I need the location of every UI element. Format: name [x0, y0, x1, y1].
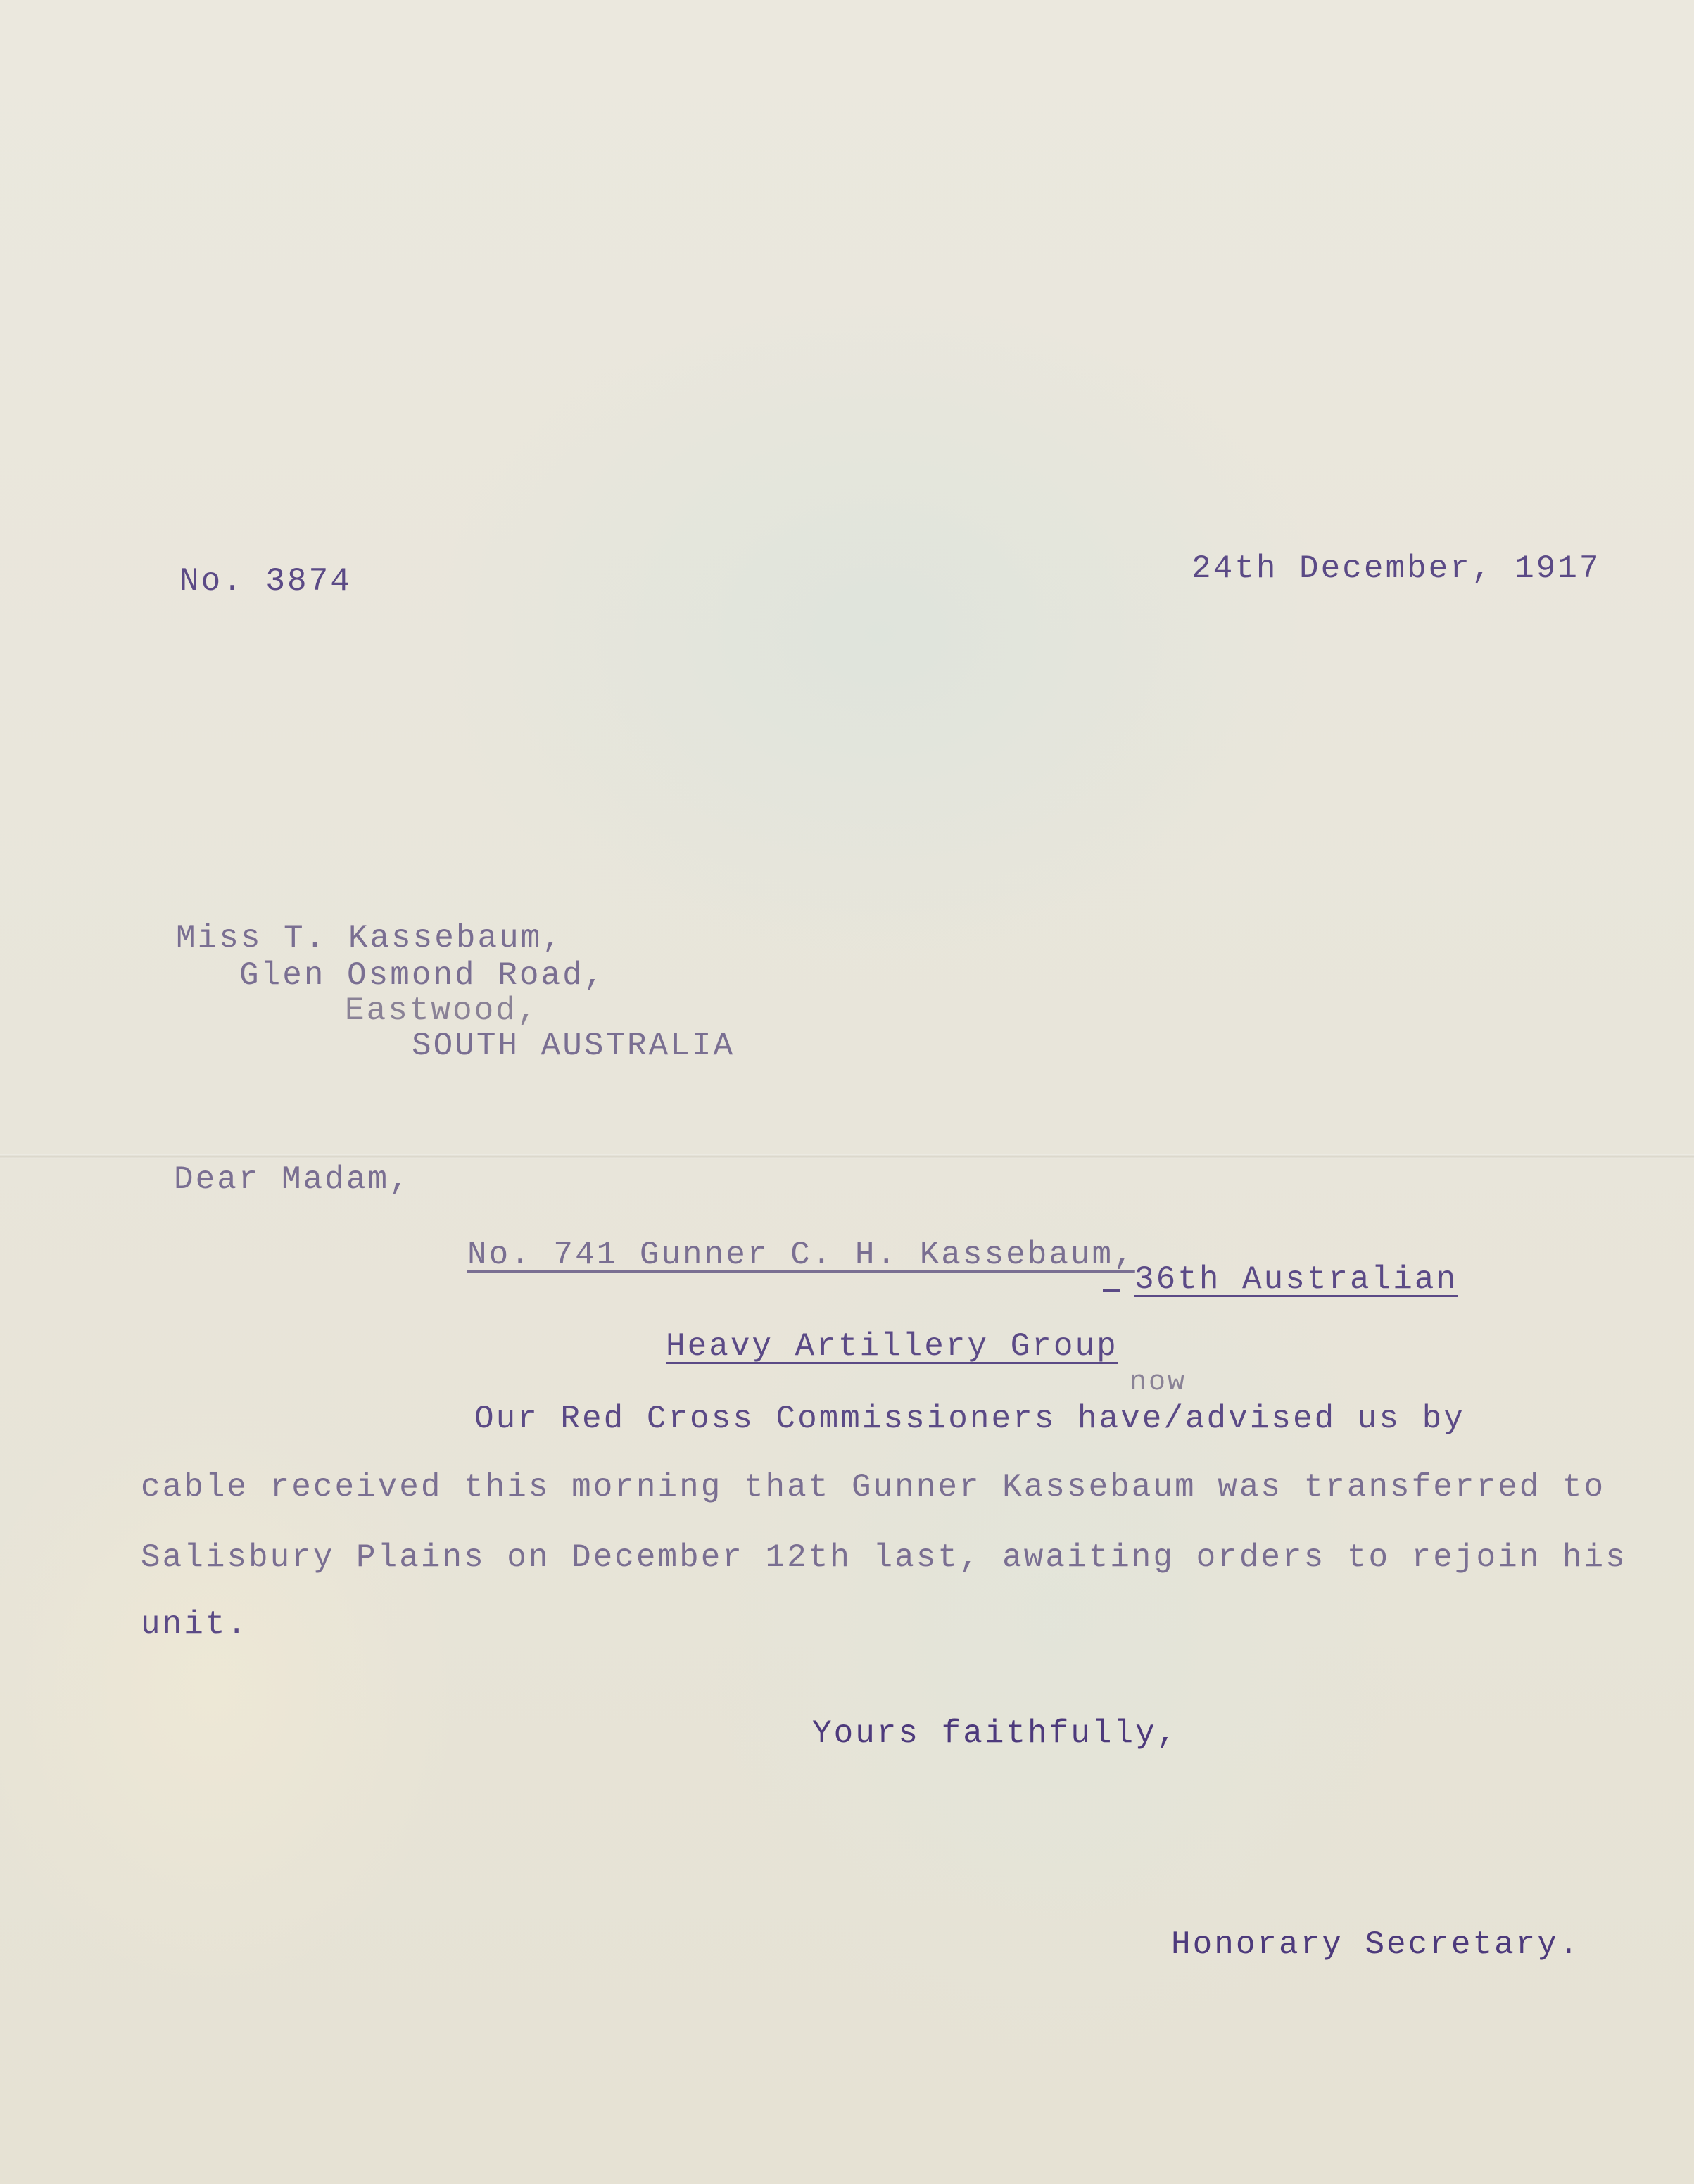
paper-fold	[0, 1154, 1694, 1159]
insertion-now: now	[1130, 1367, 1187, 1399]
address-line-1: Miss T. Kassebaum,	[176, 920, 564, 957]
subject-line-1: No. 741 Gunner C. H. Kassebaum,	[467, 1237, 1135, 1273]
address-line-4: SOUTH AUSTRALIA	[412, 1028, 735, 1064]
body-line-3: Salisbury Plains on December 12th last, awaiting orders to rejoin his	[141, 1539, 1627, 1576]
subject-line-1b: 36th Australian	[1134, 1261, 1458, 1298]
salutation: Dear Madam,	[174, 1161, 411, 1198]
signatory-title: Honorary Secretary.	[1171, 1926, 1581, 1963]
closing: Yours faithfully,	[812, 1715, 1179, 1752]
address-line-2: Glen Osmond Road,	[239, 957, 606, 994]
reference-number: No. 3874	[179, 563, 352, 600]
body-line-4: unit.	[141, 1606, 249, 1643]
subject-dash	[1103, 1289, 1120, 1292]
letter-date: 24th December, 1917	[1192, 550, 1601, 587]
body-line-2: cable received this morning that Gunner Kassebaum was transferred to	[141, 1469, 1606, 1506]
body-line-1: Our Red Cross Commissioners have/advised us by	[474, 1401, 1465, 1437]
address-line-3: Eastwood,	[345, 992, 539, 1029]
subject-line-2: Heavy Artillery Group	[666, 1328, 1118, 1365]
